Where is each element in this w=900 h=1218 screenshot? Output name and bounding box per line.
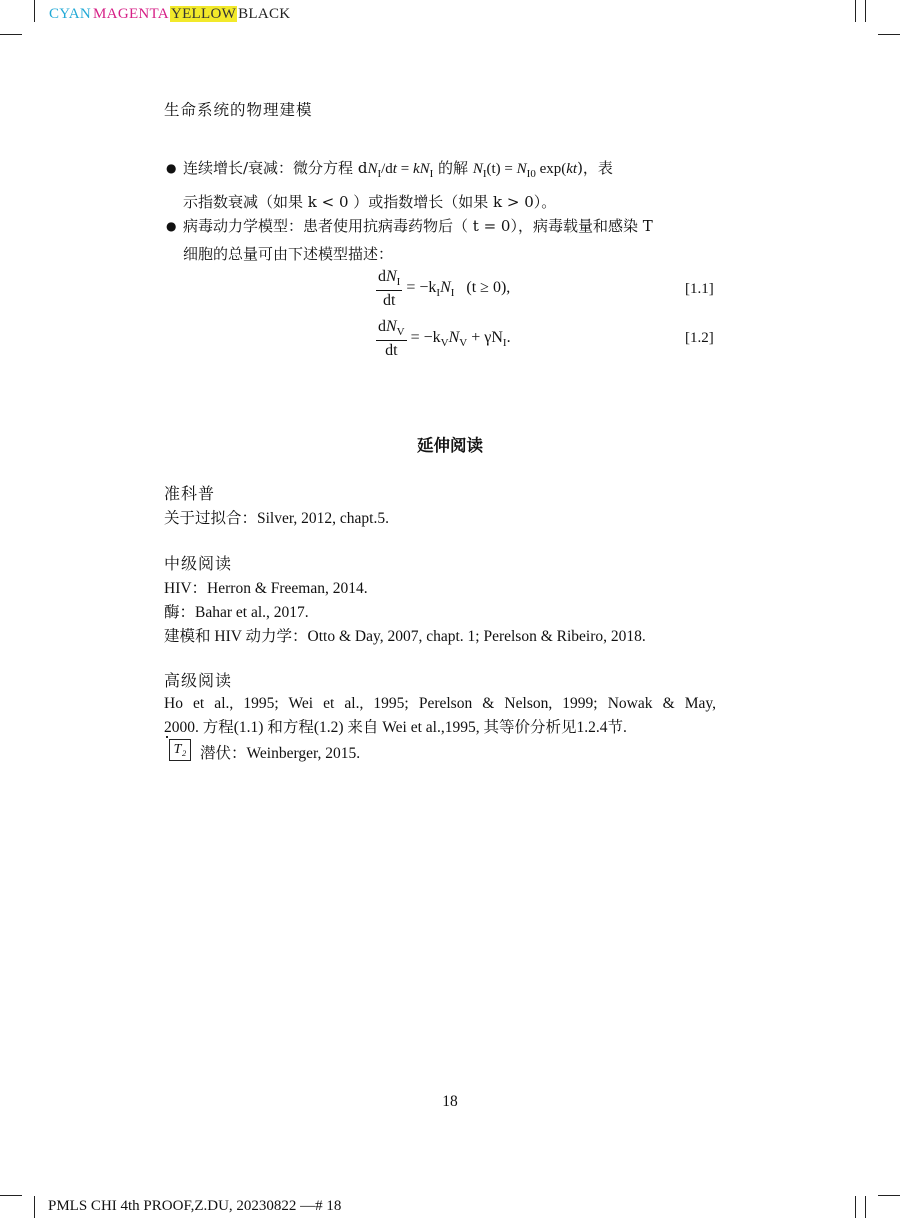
color-registration-bar — [48, 6, 291, 23]
bullet-viral-line1: 病毒动力学模型：患者使用抗病毒药物后（ t = 0），病毒载量和感染 T — [183, 217, 653, 235]
crop-mark-bl-h — [0, 1195, 22, 1196]
color-label-cyan: CYAN — [49, 6, 92, 22]
ref-advanced-paragraph — [164, 692, 716, 740]
heading-advanced: 高级阅读 — [164, 671, 233, 690]
eq2-fraction: $\frac{dN_V}{dt}$ — [378, 318, 405, 360]
section-title-further-reading: 延伸阅读 — [417, 436, 483, 455]
bullet-viral-model — [166, 212, 723, 268]
ref-intermediate-2: 酶：Bahar et al., 2017. — [164, 604, 309, 621]
color-label-black: BLACK — [238, 6, 291, 22]
bullet-exponential-line2: 示指数衰减（如果 k < 0 ）或指数增长（如果 k > 0）。 — [183, 193, 557, 211]
ref-advanced-extra: 潜伏：Weinberger, 2015. — [200, 745, 361, 762]
crop-mark-tr-v — [865, 0, 866, 22]
eq1-fraction: $\frac{dN_I}{dt}$ — [378, 268, 401, 310]
bullet-exponential — [166, 154, 723, 216]
bullet-dot: ● — [166, 219, 177, 233]
ref-advanced-line2: 2000. 方程(1.1) 和方程(1.2) 来自 Wei et al.,1995, 其等价分析见1.2.4节. — [164, 719, 627, 736]
proof-footer: PMLS CHI 4th PROOF,Z.DU, 20230822 —# 18 — [48, 1198, 342, 1214]
crop-mark-tr-h — [878, 34, 900, 35]
equation-1-1-label: [1.1] — [685, 281, 714, 297]
crop-mark-br-h — [878, 1195, 900, 1196]
bullet-exponential-line1: 连续增长/衰减：微分方程 $dN_I/dt = kN_I$ 的解 $N_I(t) = N_{I0}$ exp(kt)，表 — [183, 159, 613, 180]
color-label-magenta: MAGENTA — [93, 6, 169, 22]
equation-1-2: $\frac{dN_V}{dt}$ = $-k_VN_V + \gamma N_I$. — [378, 318, 511, 360]
crop-mark-bl-v — [34, 1196, 35, 1218]
crop-mark-tl-v — [34, 0, 35, 22]
crop-mark-tr-v2 — [855, 0, 856, 22]
heading-popular: 准科普 — [164, 484, 216, 503]
crop-mark-tl-h — [0, 34, 22, 35]
ref-intermediate-3: 建模和 HIV 动力学：Otto & Day, 2007, chapt. 1; Perelson & Ribeiro, 2018. — [164, 628, 646, 645]
ref-popular-1: 关于过拟合：Silver, 2012, chapt.5. — [164, 510, 389, 527]
ref-intermediate-1: HIV：Herron & Freeman, 2014. — [164, 580, 368, 597]
bullet-dot: ● — [166, 161, 177, 175]
heading-intermediate: 中级阅读 — [164, 554, 233, 573]
bullet-viral-line2: 细胞的总量可由下述模型描述： — [183, 245, 394, 263]
crop-mark-br-v2 — [855, 1196, 856, 1218]
equation-1-2-label: [1.2] — [685, 330, 714, 346]
ref-advanced-line1: Ho et al., 1995; Wei et al., 1995; Perelson & Nelson, 1999; Nowak & May, — [164, 695, 716, 712]
track-2-icon: T₂ — [169, 739, 191, 761]
running-head: 生命系统的物理建模 — [164, 101, 313, 119]
equation-1-1: $\frac{dN_I}{dt}$ = $-k_IN_I$ (t ≥ 0), — [378, 268, 511, 310]
crop-mark-br-v — [865, 1196, 866, 1218]
color-label-yellow: YELLOW — [170, 6, 237, 22]
page-number: 18 — [442, 1093, 458, 1110]
